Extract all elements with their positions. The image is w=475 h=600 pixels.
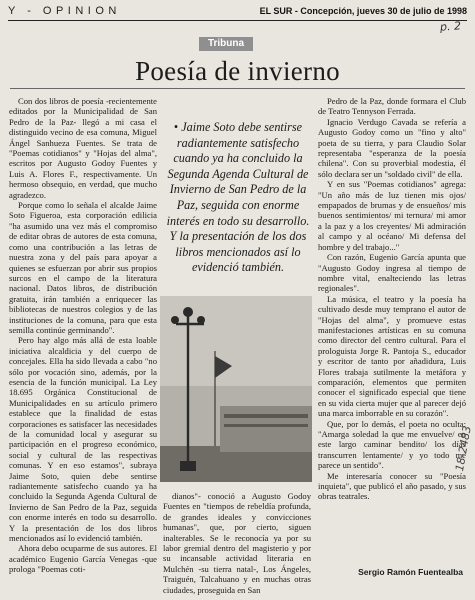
pull-quote	[164, 120, 312, 276]
paragraph: dianos"- conoció a Augusto Godoy Fuentes en "tiempos de rebeldía profunda, de grandes ideales y convicciones humanas", que, por cierto, siguen inalterables. Se le reconocía ya por su labor gremial dentro del magisterio y por su incansable actividad literaria en Mulchén -su tierra natal-, Los Ángeles, Traiguén, Talcahuano y en muchas otras ciudades, proseguida en San	[163, 491, 311, 595]
handwritten-side-note: 18-2483	[453, 424, 474, 473]
paragraph: Ahora debo ocuparme de sus autores. El académico Eugenio García Venegas -que prologa "Poemas coti-	[9, 543, 157, 575]
paragraph: Me interesaría conocer su "Poesía inquieta", que publicó el año pasado, y sus obras teatrales.	[318, 470, 466, 502]
bullet-icon: •	[173, 120, 179, 134]
paragraph: Ignacio Verdugo Cavada se refería a Augusto Godoy como un "fino y alto" poeta de su tierra, y para Claudio Solar representaba "esperanza de la poesía chilena". Con su proverbial modestia, él sólo declara ser un "soldado civil" de ella.	[318, 116, 466, 179]
pull-quote-text: Jaime Soto debe sentirse radiantemente satisfecho cuando ya ha concluido la Segunda Agenda Cultural de Invierno de San Pedro de la Paz, seguida con enorme interés en todo su desarrollo. Y la presentación de los dos libros mencionados así lo evidenció también.	[166, 120, 310, 275]
title-rule	[10, 88, 465, 89]
paragraph: La música, el teatro y la poesía ha cultivado desde muy temprano el autor de "Hojas del alma", y promueve estas manifestaciones artísticas en su comuna como director del centro cultural. Para el prologuista Jorge R. Pantoja S., educador y escritor de tanto por añadidura, Luis Flores trabaja sutilmente la metáfora y comparación, elementos que permiten conocer el significado especial que tiene en su vida cierta mujer que al parecer dejó una marca imborrable en su corazón".	[318, 293, 466, 419]
left-column	[9, 96, 157, 575]
middle-column-lower	[163, 491, 311, 595]
photo-drawing	[160, 296, 312, 482]
right-column	[318, 96, 466, 502]
masthead	[8, 4, 467, 21]
article-title: Poesía de invierno	[135, 56, 340, 86]
section-label: Y - OPINION	[8, 5, 121, 17]
paragraph: Pero hay algo más allá de esta loable iniciativa alcaldicia y del cuerpo de concejales. Ella ha sido llevada a cabo "no sólo por vocación sino, además, por la esencia de la función municipal. La Ley 18.695 Orgánica Constitucional de Municipalidades en su artículo primero establece que la finalidad de estas corporaciones es satisfacer las necesidades de la comunidad local y asegurar su participación en el progreso económico, social y cultural de las respectivas comunas. Y en eso estamos", subraya Jaime Soto, quien debe sentirse radiantemente satisfecho cuando ya ha concluido la Segunda Agenda Cultural de Invierno de San Pedro de la Paz, seguida con enorme interés en todo su desarrollo. Y la presentación de los dos libros mencionados así lo evidenció también.	[9, 335, 157, 544]
paragraph: Con razón, Eugenio García apunta que "Augusto Godoy ingresa al tiempo de nombre vital, enalteciendo las letras regionales".	[318, 252, 466, 294]
byline: Sergio Ramón Fuentealba	[358, 567, 463, 577]
monument-photo	[160, 296, 312, 482]
rubric-label: Tribuna	[199, 37, 253, 51]
paragraph: Y en sus "Poemas cotidianos" agrega: "Un año más de luz tienen mis ojos/ empapados de brumas y de ensueños/ mis buenos sentimientos/ mi ternura/ mi amor a la paz y a los creyentes/ Mi admiración al campo y al océano/ Mi defensa del hombre y del trabajo..."	[318, 179, 466, 252]
paragraph: Con dos libros de poesía -recientemente editados por la Municipalidad de San Pedro de la Paz- llegó a mi casa el distinguido vecino de esa comuna, Miguel Ángel Sanhueza Fuentes. Se trata de "Poemas cotidianos" y "Hojas del alma", escritos por Augusto Godoy Fuentes y Luis A. Flores F., respectivamente. Un hermoso obsequio, en verdad, que mucho agradezco.	[9, 96, 157, 200]
paragraph: Porque como lo señala el alcalde Jaime Soto Figueroa, esta corporación edilicia "ha asumido una vez más el compromiso de editar obras de autores de esta comuna, como una contribución a las letras de nuestra zona y del país para apoyar a quienes se esfuerzan por abrir sus propios surcos en el campo de la literatura nacional. Datos libros, de distribución gratuita, irán también a enriquecer las bibliotecas de nuestros colegios y de las instituciones de la comuna, para que esta semilla continúe germinando".	[9, 200, 157, 335]
paragraph: Pedro de la Paz, donde formara el Club de Teatro Tennyson Ferrada.	[318, 96, 466, 117]
paper-info: EL SUR - Concepción, jueves 30 de julio de 1998	[259, 6, 467, 16]
paragraph: Que, por lo demás, el poeta no oculta: "Amarga soledad la que me envuelve/ en este largo caminar bendito/ los días transcurren lentamente/ y yo todo me parece un sentido".	[318, 418, 466, 471]
handwritten-page-note: p. 2	[439, 19, 462, 34]
